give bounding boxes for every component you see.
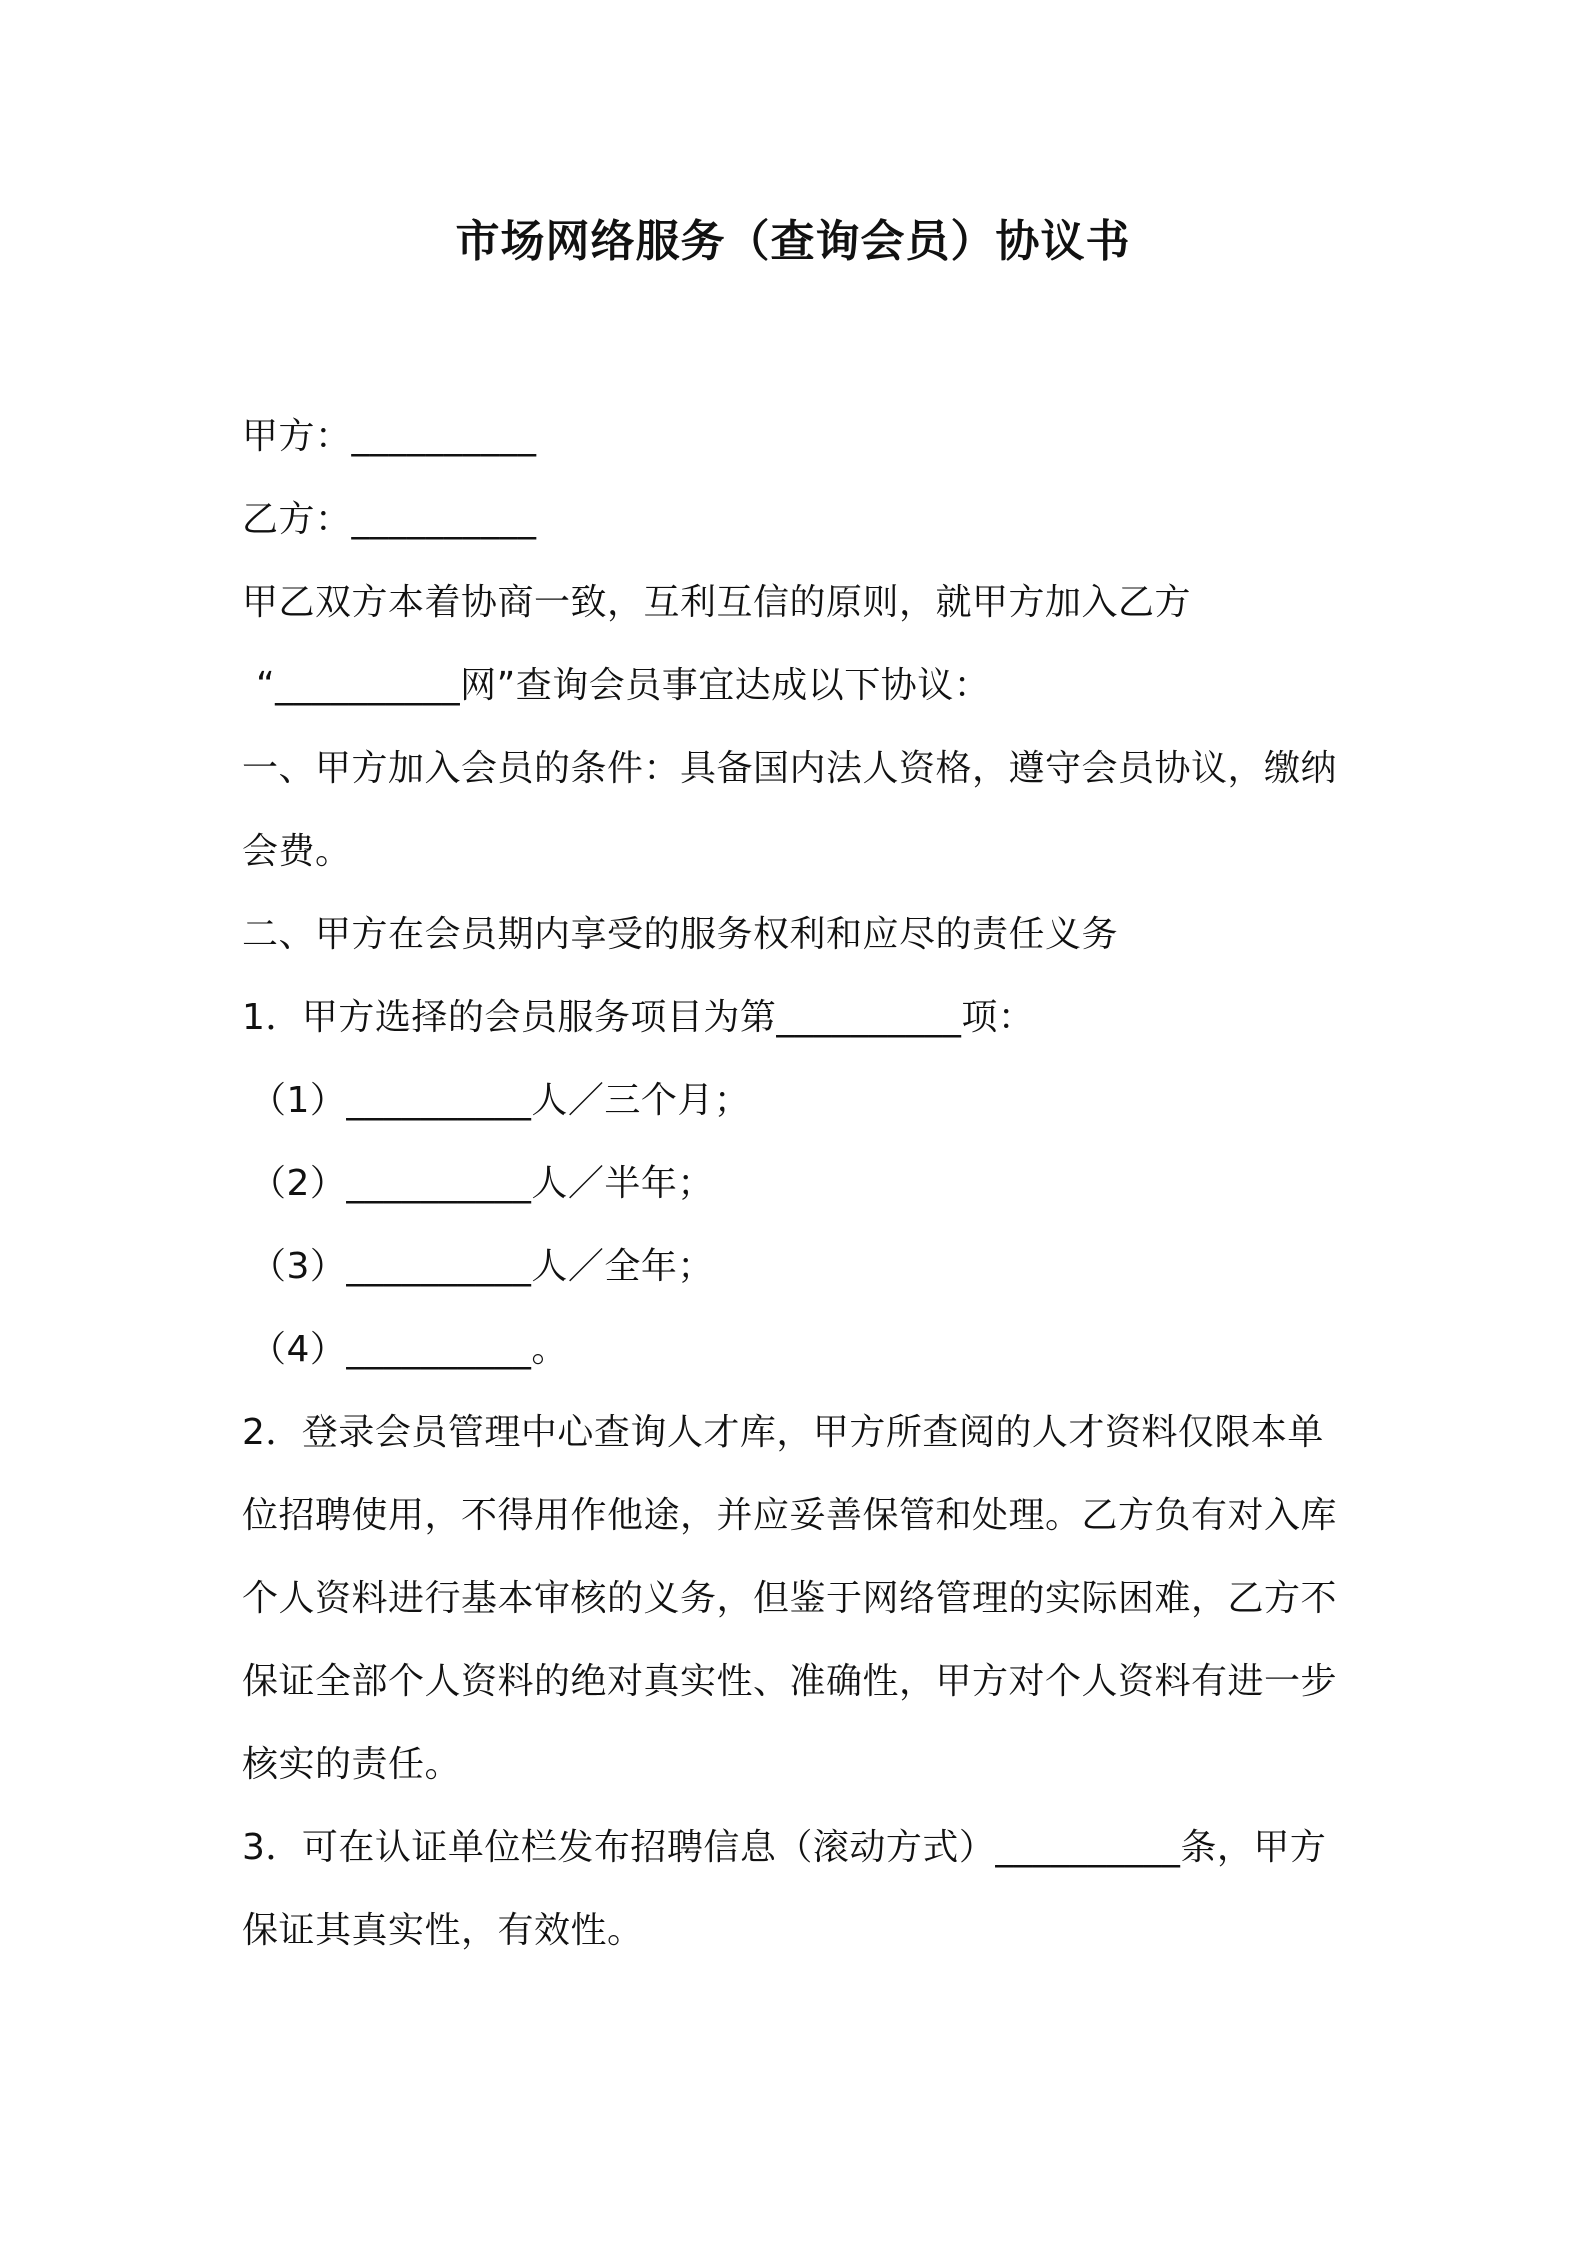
clause-2-heading: 二、甲方在会员期内享受的服务权利和应尽的责任义务 xyxy=(242,914,1119,955)
item-2-line-3: 个人资料进行基本审核的义务，但鉴于网络管理的实际困难，乙方不 xyxy=(242,1578,1338,1619)
document-title: 市场网络服务（查询会员）协议书 xyxy=(455,216,1131,267)
item-3-line-2: 保证其真实性，有效性。 xyxy=(242,1910,644,1951)
option-4-line: （4）__________。 xyxy=(250,1329,568,1370)
item-2-line-5: 核实的责任。 xyxy=(242,1744,462,1785)
option-1-line: （1）__________人／三个月； xyxy=(250,1080,751,1121)
option-3-line: （3）__________人／全年； xyxy=(250,1246,714,1287)
preamble-line-1: 甲乙双方本着协商一致，互利互信的原则，就甲方加入乙方 xyxy=(242,582,1192,623)
clause-1-line-2: 会费。 xyxy=(242,831,352,872)
item-3-line-1: 3．可在认证单位栏发布招聘信息（滚动方式）__________条，甲方 xyxy=(242,1827,1327,1868)
item-2-line-1: 2．登录会员管理中心查询人才库，甲方所查阅的人才资料仅限本单 xyxy=(242,1412,1324,1453)
option-2-line: （2）__________人／半年； xyxy=(250,1163,714,1204)
party-a-line: 甲方：__________ xyxy=(242,416,537,457)
clause-1-line-1: 一、甲方加入会员的条件：具备国内法人资格，遵守会员协议，缴纳 xyxy=(242,748,1338,789)
item-1-line: 1．甲方选择的会员服务项目为第__________项： xyxy=(242,997,1035,1038)
party-b-line: 乙方：__________ xyxy=(242,499,537,540)
item-2-line-2: 位招聘使用，不得用作他途，并应妥善保管和处理。乙方负有对入库 xyxy=(242,1495,1338,1536)
preamble-line-2: “__________网”查询会员事宜达成以下协议： xyxy=(256,665,991,706)
item-2-line-4: 保证全部个人资料的绝对真实性、准确性，甲方对个人资料有进一步 xyxy=(242,1661,1338,1702)
